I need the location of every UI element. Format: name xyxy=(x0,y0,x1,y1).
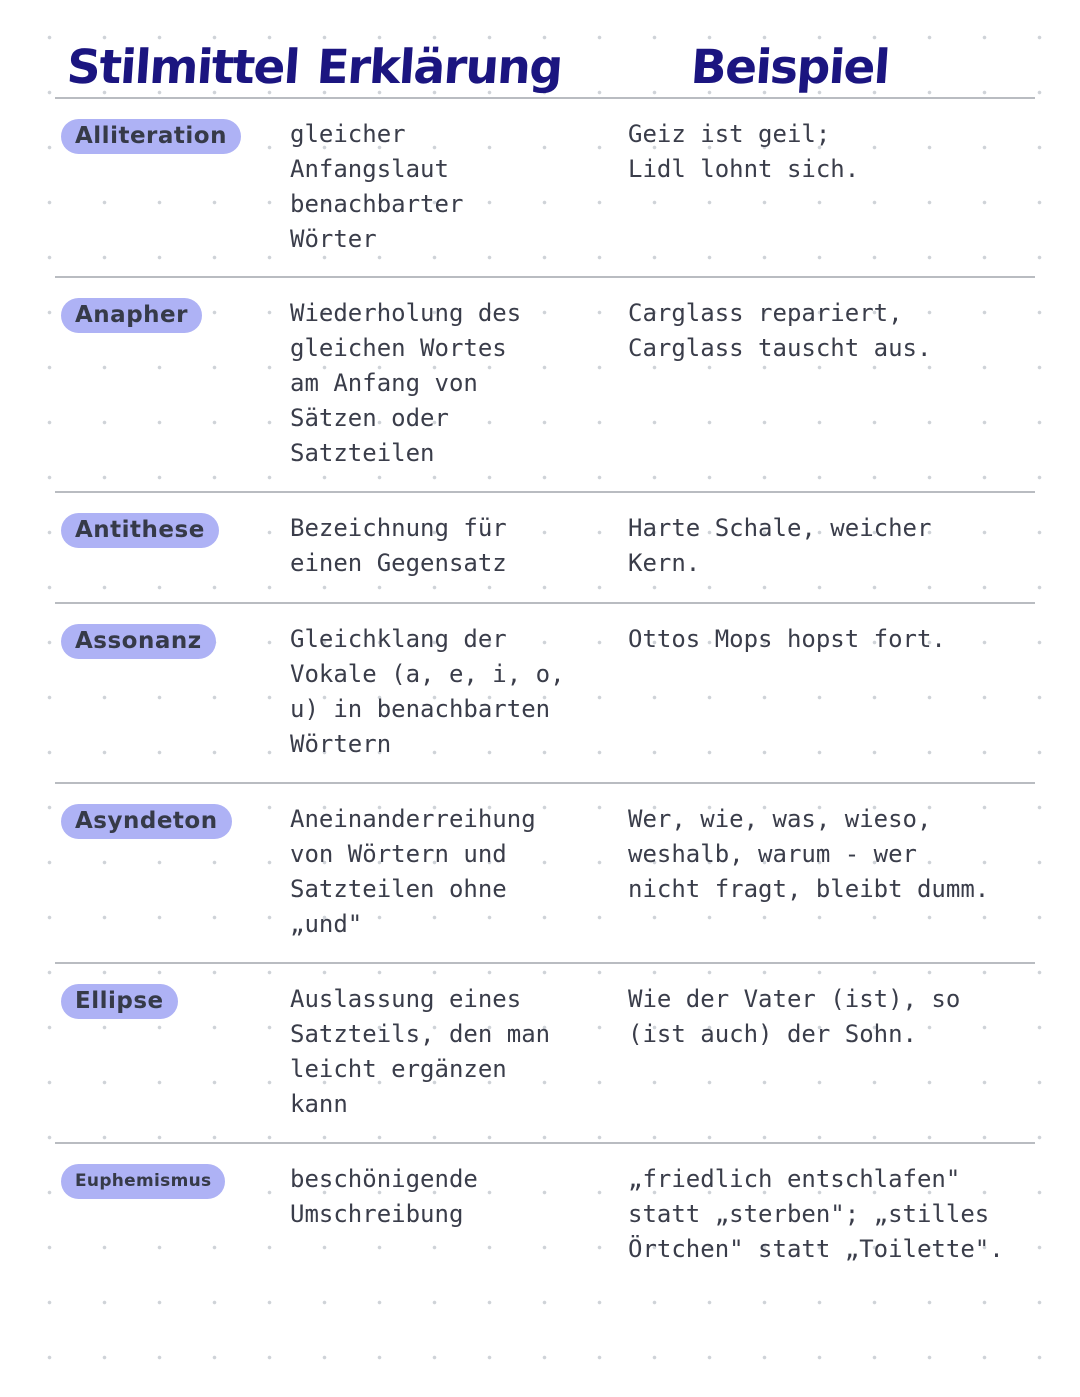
explanation-antithese: Bezeichnung für einen Gegensatz xyxy=(290,514,507,577)
header-erklaerung: Erklärung xyxy=(315,40,564,95)
row-euphemismus xyxy=(55,1144,1035,1284)
example-assonanz: Ottos Mops hopst fort. xyxy=(628,625,946,653)
example-euphemismus: „friedlich entschlafen" statt „sterben"; „stilles Örtchen" statt „Toilette". xyxy=(628,1165,1004,1263)
explanation-alliteration: gleicher Anfangslaut benachbarter Wörter xyxy=(290,120,464,253)
explanation-assonanz: Gleichklang der Vokale (a, e, i, o, u) in benachbarten Wörtern xyxy=(290,625,565,758)
term-antithese: Antithese xyxy=(61,513,219,548)
header-stilmittel: Stilmittel xyxy=(65,40,301,95)
term-alliteration: Alliteration xyxy=(61,119,241,154)
row-assonanz xyxy=(55,604,1035,784)
example-anapher: Carglass repariert, Carglass tauscht aus. xyxy=(628,299,932,362)
table-header xyxy=(55,0,1035,99)
explanation-ellipse: Auslassung eines Satzteils, den man leicht ergänzen kann xyxy=(290,985,551,1118)
row-anapher xyxy=(55,278,1035,493)
header-beispiel: Beispiel xyxy=(689,40,891,95)
explanation-euphemismus: beschönigende Umschreibung xyxy=(290,1165,478,1228)
explanation-asyndeton: Aneinanderreihung von Wörtern und Satzteilen ohne „und" xyxy=(290,805,536,938)
example-asyndeton: Wer, wie, was, wieso, weshalb, warum - wer nicht fragt, bleibt dumm. xyxy=(628,805,990,903)
row-alliteration xyxy=(55,99,1035,278)
term-euphemismus: Euphemismus xyxy=(61,1164,225,1199)
example-alliteration: Geiz ist geil; Lidl lohnt sich. xyxy=(628,120,860,183)
term-assonanz: Assonanz xyxy=(61,624,216,659)
stilmittel-table xyxy=(55,0,1035,1284)
example-antithese: Harte Schale, weicher Kern. xyxy=(628,514,932,577)
term-ellipse: Ellipse xyxy=(61,984,178,1019)
row-asyndeton xyxy=(55,784,1035,964)
term-asyndeton: Asyndeton xyxy=(61,804,232,839)
row-ellipse xyxy=(55,964,1035,1144)
explanation-anapher: Wiederholung des gleichen Wortes am Anfang von Sätzen oder Satzteilen xyxy=(290,299,522,467)
row-antithese xyxy=(55,493,1035,604)
term-anapher: Anapher xyxy=(61,298,202,333)
example-ellipse: Wie der Vater (ist), so (ist auch) der Sohn. xyxy=(628,985,961,1048)
